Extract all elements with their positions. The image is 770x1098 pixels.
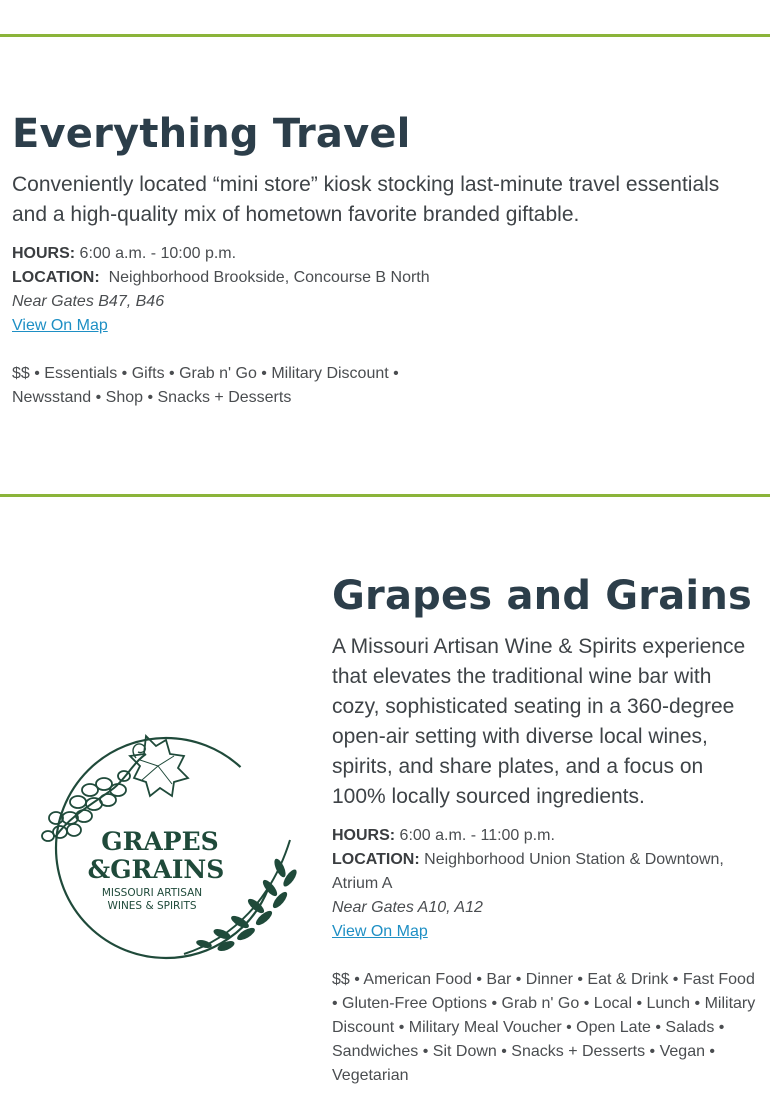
- hours-row: [12, 242, 760, 266]
- grapes-and-grains-logo: [34, 718, 298, 966]
- location-label: LOCATION:: [332, 851, 420, 868]
- logo-text-line3: MISSOURI ARTISAN: [101, 887, 203, 899]
- logo-graphic: [34, 718, 298, 966]
- hours-row: [332, 824, 756, 848]
- listing-description: Conveniently located “mini store” kiosk stocking last-minute travel essentials and a high-quality mix of hometown favorite branded giftable.: [12, 173, 720, 226]
- view-on-map-link[interactable]: View On Map: [12, 317, 108, 334]
- listing-info: [332, 824, 756, 944]
- listing-everything-travel: [12, 110, 760, 410]
- listing-info: [12, 242, 760, 338]
- gates-text: Near Gates B47, B46: [12, 293, 165, 310]
- listing-title: Grapes and Grains: [332, 573, 753, 619]
- location-value: Neighborhood Union Station & Downtown, Atrium A: [332, 851, 724, 892]
- logo-text-line1: GRAPES: [101, 827, 219, 856]
- listing-grapes-and-grains: [332, 572, 756, 1088]
- location-row: [12, 266, 760, 290]
- top-divider: [0, 34, 770, 37]
- hours-value: 6:00 a.m. - 11:00 p.m.: [395, 827, 555, 844]
- view-on-map-link[interactable]: View On Map: [332, 923, 428, 940]
- listing-tags: [12, 362, 760, 410]
- tags-line: Newsstand • Shop • Snacks + Desserts: [12, 389, 292, 406]
- hours-value: 6:00 a.m. - 10:00 p.m.: [75, 245, 237, 262]
- listing-description: A Missouri Artisan Wine & Spirits experience that elevates the traditional wine bar with cozy, sophisticated seating in a 360-degree open-air setting with diverse local wines, spirits, and share plates, and a focus on 100% locally sourced ingredients.: [332, 635, 746, 808]
- listing-title: Everything Travel: [12, 111, 411, 157]
- location-label: LOCATION:: [12, 269, 100, 286]
- location-value: Neighborhood Brookside, Concourse B North: [99, 269, 430, 286]
- logo-text-line4: WINES & SPIRITS: [107, 900, 197, 912]
- location-row: [332, 848, 756, 896]
- section-divider: [0, 494, 770, 497]
- gates-text: Near Gates A10, A12: [332, 899, 483, 916]
- grape-leaf-icon: [130, 736, 188, 796]
- logo-text-line2: &GRAINS: [87, 855, 225, 884]
- hours-label: HOURS:: [332, 827, 396, 844]
- listing-tags: $$ • American Food • Bar • Dinner • Eat & Drink • Fast Food • Gluten-Free Options • Grab n' Go • Local • Lunch • Military Discount • Military Meal Voucher • Open Late • Salads • Sandwiches • Sit Down • Snacks + Desserts • Vegan • Vegetarian: [332, 971, 756, 1084]
- tags-line: $$ • Essentials • Gifts • Grab n' Go • Military Discount •: [12, 365, 399, 382]
- hours-label: HOURS:: [12, 245, 76, 262]
